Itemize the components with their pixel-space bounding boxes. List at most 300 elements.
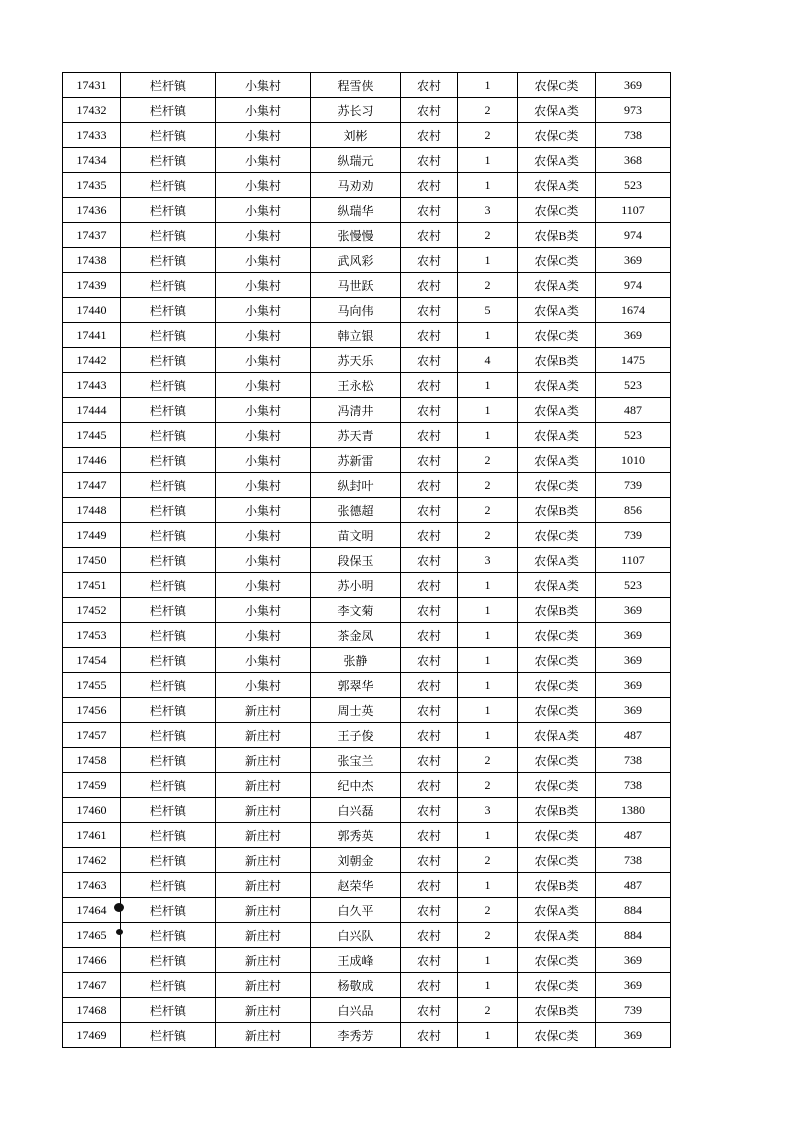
table-row [63, 923, 671, 948]
table-row [63, 823, 671, 848]
table-row [63, 223, 671, 248]
cell-amount: 369 [596, 948, 671, 973]
table-row [63, 623, 671, 648]
cell-amount: 369 [596, 73, 671, 98]
cell-amount: 739 [596, 998, 671, 1023]
table-row [63, 773, 671, 798]
cell-person-name: 纵瑞元 [311, 148, 401, 173]
cell-amount: 884 [596, 898, 671, 923]
cell-village: 小集村 [216, 323, 311, 348]
cell-person-name: 苗文明 [311, 523, 401, 548]
cell-record-id: 17435 [63, 173, 121, 198]
cell-village: 小集村 [216, 673, 311, 698]
cell-person-name: 白久平 [311, 898, 401, 923]
cell-area-type: 农村 [401, 473, 458, 498]
cell-person-count: 1 [458, 148, 518, 173]
cell-village: 小集村 [216, 298, 311, 323]
cell-person-count: 2 [458, 223, 518, 248]
cell-record-id: 17467 [63, 973, 121, 998]
cell-village: 小集村 [216, 348, 311, 373]
cell-person-name: 苏小明 [311, 573, 401, 598]
cell-amount: 1107 [596, 548, 671, 573]
cell-amount: 739 [596, 473, 671, 498]
cell-village: 小集村 [216, 398, 311, 423]
cell-area-type: 农村 [401, 523, 458, 548]
cell-amount: 369 [596, 598, 671, 623]
cell-record-id: 17469 [63, 1023, 121, 1048]
cell-insurance-category: 农保A类 [518, 373, 596, 398]
table-row [63, 723, 671, 748]
cell-person-count: 2 [458, 773, 518, 798]
ink-smudge [116, 929, 123, 935]
cell-amount: 487 [596, 398, 671, 423]
cell-amount: 973 [596, 98, 671, 123]
table-row [63, 273, 671, 298]
cell-area-type: 农村 [401, 448, 458, 473]
cell-person-count: 1 [458, 723, 518, 748]
cell-record-id: 17449 [63, 523, 121, 548]
cell-person-count: 1 [458, 398, 518, 423]
cell-area-type: 农村 [401, 298, 458, 323]
cell-record-id: 17440 [63, 298, 121, 323]
cell-amount: 369 [596, 973, 671, 998]
cell-amount: 738 [596, 748, 671, 773]
cell-area-type: 农村 [401, 748, 458, 773]
cell-village: 小集村 [216, 98, 311, 123]
cell-village: 小集村 [216, 648, 311, 673]
cell-village: 小集村 [216, 73, 311, 98]
cell-record-id: 17443 [63, 373, 121, 398]
cell-insurance-category: 农保A类 [518, 573, 596, 598]
cell-village: 小集村 [216, 123, 311, 148]
cell-insurance-category: 农保A类 [518, 298, 596, 323]
cell-village: 小集村 [216, 248, 311, 273]
cell-town: 栏杆镇 [121, 348, 216, 373]
cell-insurance-category: 农保A类 [518, 98, 596, 123]
cell-person-count: 2 [458, 123, 518, 148]
cell-record-id: 17456 [63, 698, 121, 723]
table-row [63, 398, 671, 423]
cell-amount: 1010 [596, 448, 671, 473]
cell-person-name: 苏天青 [311, 423, 401, 448]
cell-insurance-category: 农保C类 [518, 948, 596, 973]
table-row [63, 123, 671, 148]
cell-town: 栏杆镇 [121, 173, 216, 198]
cell-area-type: 农村 [401, 323, 458, 348]
cell-person-count: 2 [458, 448, 518, 473]
table-row [63, 798, 671, 823]
cell-insurance-category: 农保C类 [518, 673, 596, 698]
cell-town: 栏杆镇 [121, 798, 216, 823]
cell-amount: 974 [596, 223, 671, 248]
cell-town: 栏杆镇 [121, 873, 216, 898]
cell-area-type: 农村 [401, 723, 458, 748]
cell-record-id: 17434 [63, 148, 121, 173]
cell-village: 小集村 [216, 148, 311, 173]
cell-record-id: 17468 [63, 998, 121, 1023]
cell-insurance-category: 农保A类 [518, 923, 596, 948]
cell-insurance-category: 农保B类 [518, 998, 596, 1023]
cell-person-count: 2 [458, 898, 518, 923]
cell-town: 栏杆镇 [121, 623, 216, 648]
cell-village: 新庄村 [216, 748, 311, 773]
cell-person-count: 1 [458, 1023, 518, 1048]
cell-person-name: 王子俊 [311, 723, 401, 748]
cell-record-id: 17444 [63, 398, 121, 423]
cell-amount: 1380 [596, 798, 671, 823]
table-row [63, 473, 671, 498]
cell-area-type: 农村 [401, 373, 458, 398]
cell-area-type: 农村 [401, 873, 458, 898]
cell-record-id: 17466 [63, 948, 121, 973]
cell-town: 栏杆镇 [121, 648, 216, 673]
cell-town: 栏杆镇 [121, 723, 216, 748]
cell-area-type: 农村 [401, 223, 458, 248]
cell-person-name: 张慢慢 [311, 223, 401, 248]
table-row [63, 348, 671, 373]
cell-person-count: 4 [458, 348, 518, 373]
cell-insurance-category: 农保C类 [518, 973, 596, 998]
cell-person-count: 1 [458, 648, 518, 673]
cell-person-name: 王成峰 [311, 948, 401, 973]
cell-person-name: 段保玉 [311, 548, 401, 573]
cell-area-type: 农村 [401, 273, 458, 298]
cell-insurance-category: 农保A类 [518, 448, 596, 473]
cell-village: 新庄村 [216, 773, 311, 798]
table-row [63, 523, 671, 548]
cell-village: 小集村 [216, 198, 311, 223]
cell-village: 小集村 [216, 173, 311, 198]
table-row [63, 748, 671, 773]
cell-area-type: 农村 [401, 73, 458, 98]
table-row [63, 598, 671, 623]
cell-amount: 523 [596, 173, 671, 198]
cell-town: 栏杆镇 [121, 473, 216, 498]
cell-amount: 1674 [596, 298, 671, 323]
cell-area-type: 农村 [401, 948, 458, 973]
cell-amount: 738 [596, 848, 671, 873]
table-row [63, 1023, 671, 1048]
cell-person-count: 2 [458, 273, 518, 298]
table-row [63, 323, 671, 348]
cell-person-count: 1 [458, 573, 518, 598]
table-row [63, 373, 671, 398]
cell-amount: 739 [596, 523, 671, 548]
cell-record-id: 17437 [63, 223, 121, 248]
table-row [63, 98, 671, 123]
cell-amount: 369 [596, 698, 671, 723]
cell-town: 栏杆镇 [121, 98, 216, 123]
cell-record-id: 17431 [63, 73, 121, 98]
table-row [63, 973, 671, 998]
cell-person-count: 3 [458, 548, 518, 573]
table-row [63, 673, 671, 698]
cell-town: 栏杆镇 [121, 273, 216, 298]
cell-insurance-category: 农保B类 [518, 798, 596, 823]
cell-area-type: 农村 [401, 248, 458, 273]
cell-insurance-category: 农保C类 [518, 648, 596, 673]
cell-insurance-category: 农保B类 [518, 873, 596, 898]
cell-town: 栏杆镇 [121, 398, 216, 423]
cell-area-type: 农村 [401, 623, 458, 648]
cell-area-type: 农村 [401, 348, 458, 373]
cell-insurance-category: 农保A类 [518, 898, 596, 923]
cell-person-count: 1 [458, 873, 518, 898]
cell-village: 新庄村 [216, 923, 311, 948]
cell-person-name: 张德超 [311, 498, 401, 523]
cell-person-name: 马劝劝 [311, 173, 401, 198]
cell-person-name: 武风彩 [311, 248, 401, 273]
cell-record-id: 17442 [63, 348, 121, 373]
cell-village: 新庄村 [216, 698, 311, 723]
cell-person-name: 王永松 [311, 373, 401, 398]
cell-record-id: 17436 [63, 198, 121, 223]
cell-record-id: 17460 [63, 798, 121, 823]
cell-person-count: 1 [458, 248, 518, 273]
cell-town: 栏杆镇 [121, 1023, 216, 1048]
cell-record-id: 17447 [63, 473, 121, 498]
cell-person-count: 3 [458, 798, 518, 823]
cell-amount: 369 [596, 623, 671, 648]
cell-amount: 369 [596, 323, 671, 348]
cell-village: 小集村 [216, 273, 311, 298]
cell-town: 栏杆镇 [121, 673, 216, 698]
cell-person-name: 茶金凤 [311, 623, 401, 648]
cell-person-name: 白兴品 [311, 998, 401, 1023]
cell-amount: 523 [596, 373, 671, 398]
cell-village: 小集村 [216, 473, 311, 498]
table-row [63, 998, 671, 1023]
cell-amount: 1107 [596, 198, 671, 223]
cell-amount: 738 [596, 773, 671, 798]
cell-village: 新庄村 [216, 823, 311, 848]
cell-town: 栏杆镇 [121, 223, 216, 248]
cell-town: 栏杆镇 [121, 848, 216, 873]
cell-person-name: 苏长习 [311, 98, 401, 123]
table-row [63, 698, 671, 723]
cell-area-type: 农村 [401, 573, 458, 598]
cell-village: 小集村 [216, 448, 311, 473]
cell-village: 新庄村 [216, 848, 311, 873]
cell-insurance-category: 农保C类 [518, 823, 596, 848]
cell-person-name: 张宝兰 [311, 748, 401, 773]
table-row [63, 298, 671, 323]
cell-record-id: 17441 [63, 323, 121, 348]
cell-area-type: 农村 [401, 498, 458, 523]
cell-area-type: 农村 [401, 648, 458, 673]
cell-area-type: 农村 [401, 1023, 458, 1048]
cell-insurance-category: 农保C类 [518, 323, 596, 348]
insurance-roster-table [62, 72, 671, 1048]
cell-area-type: 农村 [401, 898, 458, 923]
cell-record-id: 17450 [63, 548, 121, 573]
cell-town: 栏杆镇 [121, 523, 216, 548]
cell-area-type: 农村 [401, 973, 458, 998]
cell-person-count: 1 [458, 623, 518, 648]
table-row [63, 498, 671, 523]
cell-person-count: 1 [458, 423, 518, 448]
cell-person-name: 周士英 [311, 698, 401, 723]
cell-village: 小集村 [216, 573, 311, 598]
cell-person-count: 2 [458, 498, 518, 523]
cell-amount: 974 [596, 273, 671, 298]
cell-amount: 487 [596, 723, 671, 748]
table-row [63, 648, 671, 673]
cell-town: 栏杆镇 [121, 998, 216, 1023]
cell-person-count: 3 [458, 198, 518, 223]
table-body [63, 73, 671, 1048]
cell-person-count: 1 [458, 73, 518, 98]
cell-record-id: 17455 [63, 673, 121, 698]
cell-area-type: 农村 [401, 548, 458, 573]
cell-town: 栏杆镇 [121, 73, 216, 98]
cell-town: 栏杆镇 [121, 948, 216, 973]
cell-record-id: 17445 [63, 423, 121, 448]
cell-village: 新庄村 [216, 998, 311, 1023]
cell-person-name: 纵封叶 [311, 473, 401, 498]
cell-person-name: 张静 [311, 648, 401, 673]
cell-village: 小集村 [216, 523, 311, 548]
cell-insurance-category: 农保B类 [518, 348, 596, 373]
cell-insurance-category: 农保A类 [518, 398, 596, 423]
cell-village: 小集村 [216, 373, 311, 398]
cell-town: 栏杆镇 [121, 598, 216, 623]
table-row [63, 548, 671, 573]
cell-area-type: 农村 [401, 198, 458, 223]
cell-record-id: 17454 [63, 648, 121, 673]
cell-record-id: 17462 [63, 848, 121, 873]
cell-person-name: 杨敬成 [311, 973, 401, 998]
cell-insurance-category: 农保C类 [518, 773, 596, 798]
cell-area-type: 农村 [401, 423, 458, 448]
cell-area-type: 农村 [401, 848, 458, 873]
cell-town: 栏杆镇 [121, 773, 216, 798]
cell-person-name: 郭翠华 [311, 673, 401, 698]
cell-insurance-category: 农保C类 [518, 523, 596, 548]
cell-person-name: 李秀芳 [311, 1023, 401, 1048]
cell-person-name: 马世跃 [311, 273, 401, 298]
cell-area-type: 农村 [401, 173, 458, 198]
cell-record-id: 17432 [63, 98, 121, 123]
cell-person-count: 1 [458, 323, 518, 348]
cell-insurance-category: 农保A类 [518, 173, 596, 198]
cell-town: 栏杆镇 [121, 923, 216, 948]
cell-person-name: 纪中杰 [311, 773, 401, 798]
cell-area-type: 农村 [401, 698, 458, 723]
cell-record-id: 17463 [63, 873, 121, 898]
cell-record-id: 17439 [63, 273, 121, 298]
cell-person-count: 1 [458, 698, 518, 723]
table-row [63, 423, 671, 448]
table-row [63, 73, 671, 98]
table-row [63, 173, 671, 198]
cell-record-id: 17433 [63, 123, 121, 148]
cell-insurance-category: 农保C类 [518, 1023, 596, 1048]
cell-record-id: 17464 [63, 898, 121, 923]
table-row [63, 873, 671, 898]
table-row [63, 948, 671, 973]
cell-record-id: 17448 [63, 498, 121, 523]
cell-amount: 884 [596, 923, 671, 948]
cell-person-count: 2 [458, 998, 518, 1023]
cell-village: 新庄村 [216, 1023, 311, 1048]
cell-village: 新庄村 [216, 973, 311, 998]
cell-town: 栏杆镇 [121, 498, 216, 523]
cell-insurance-category: 农保C类 [518, 198, 596, 223]
cell-town: 栏杆镇 [121, 373, 216, 398]
table-row [63, 898, 671, 923]
cell-record-id: 17458 [63, 748, 121, 773]
cell-amount: 738 [596, 123, 671, 148]
table-row [63, 248, 671, 273]
cell-insurance-category: 农保C类 [518, 848, 596, 873]
cell-insurance-category: 农保C类 [518, 698, 596, 723]
table-row [63, 148, 671, 173]
cell-town: 栏杆镇 [121, 573, 216, 598]
cell-town: 栏杆镇 [121, 748, 216, 773]
cell-town: 栏杆镇 [121, 323, 216, 348]
cell-person-count: 1 [458, 673, 518, 698]
cell-area-type: 农村 [401, 123, 458, 148]
cell-amount: 523 [596, 573, 671, 598]
cell-insurance-category: 农保A类 [518, 148, 596, 173]
cell-insurance-category: 农保C类 [518, 248, 596, 273]
cell-village: 小集村 [216, 223, 311, 248]
cell-person-name: 刘彬 [311, 123, 401, 148]
table-row [63, 198, 671, 223]
cell-person-count: 2 [458, 523, 518, 548]
cell-record-id: 17453 [63, 623, 121, 648]
cell-person-count: 2 [458, 923, 518, 948]
cell-person-name: 郭秀英 [311, 823, 401, 848]
cell-area-type: 农村 [401, 773, 458, 798]
cell-amount: 369 [596, 673, 671, 698]
cell-village: 小集村 [216, 598, 311, 623]
cell-record-id: 17459 [63, 773, 121, 798]
cell-person-count: 1 [458, 373, 518, 398]
cell-insurance-category: 农保C类 [518, 748, 596, 773]
cell-person-count: 1 [458, 173, 518, 198]
cell-insurance-category: 农保C类 [518, 123, 596, 148]
cell-village: 小集村 [216, 548, 311, 573]
table-row [63, 848, 671, 873]
cell-amount: 369 [596, 248, 671, 273]
cell-village: 新庄村 [216, 898, 311, 923]
cell-village: 小集村 [216, 498, 311, 523]
cell-person-name: 白兴磊 [311, 798, 401, 823]
cell-person-name: 白兴队 [311, 923, 401, 948]
cell-person-name: 韩立银 [311, 323, 401, 348]
cell-area-type: 农村 [401, 998, 458, 1023]
cell-person-count: 2 [458, 98, 518, 123]
cell-person-count: 5 [458, 298, 518, 323]
cell-person-count: 1 [458, 948, 518, 973]
cell-person-count: 2 [458, 748, 518, 773]
cell-village: 小集村 [216, 423, 311, 448]
cell-village: 新庄村 [216, 798, 311, 823]
cell-insurance-category: 农保A类 [518, 548, 596, 573]
ink-smudge [114, 903, 124, 912]
cell-record-id: 17452 [63, 598, 121, 623]
cell-town: 栏杆镇 [121, 698, 216, 723]
table-row [63, 573, 671, 598]
cell-person-name: 李文菊 [311, 598, 401, 623]
cell-record-id: 17461 [63, 823, 121, 848]
cell-town: 栏杆镇 [121, 123, 216, 148]
cell-village: 新庄村 [216, 948, 311, 973]
cell-person-name: 纵瑞华 [311, 198, 401, 223]
cell-insurance-category: 农保B类 [518, 598, 596, 623]
